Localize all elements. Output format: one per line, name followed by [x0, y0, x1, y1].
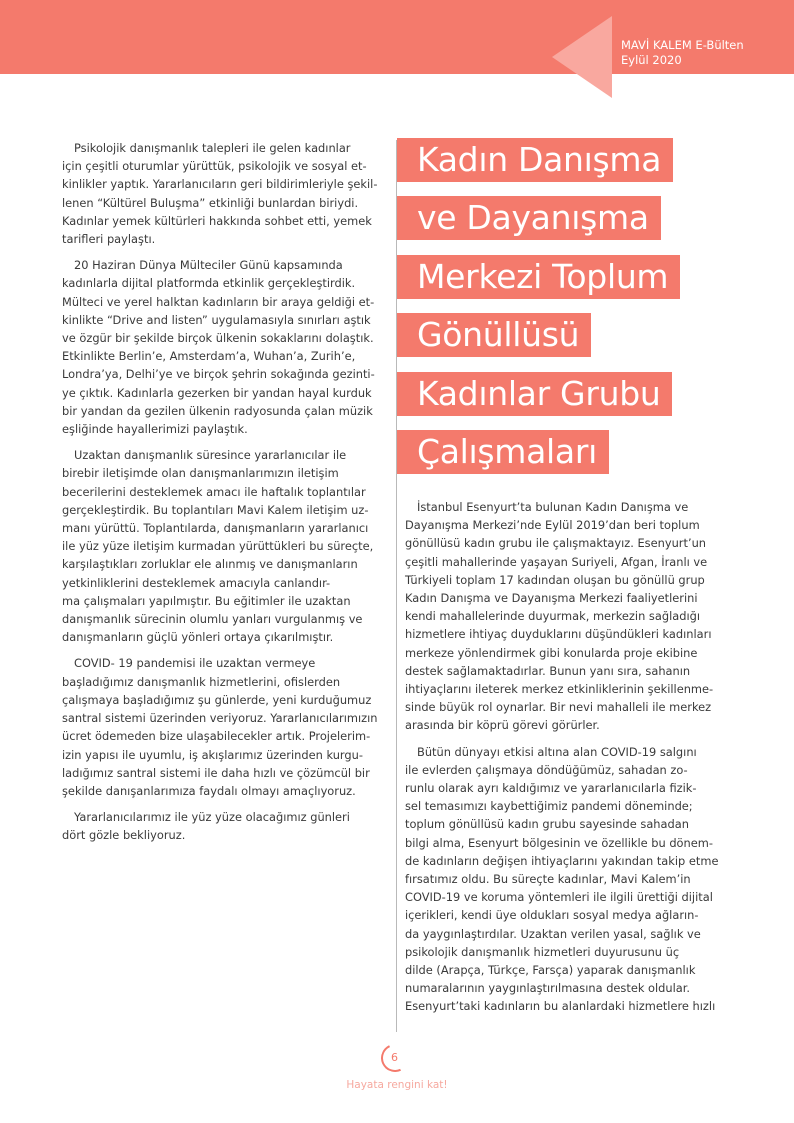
text-line: bir yandan da gezilen ülkenin radyosunda çalan müzik — [62, 403, 373, 418]
left-paragraph-4 — [62, 654, 390, 800]
title-line: ve Dayanışma — [397, 196, 661, 240]
text-line: hizmetlere ihtiyaç duyduklarını düşündükleri kadınları — [405, 627, 712, 642]
left-paragraph-2 — [62, 256, 390, 438]
text-line: izin yapısı ile uyumlu, iş akışlarımız üzerinden kurgu- — [62, 747, 363, 762]
newsletter-date: Eylül 2020 — [621, 53, 682, 67]
page-number-badge — [381, 1044, 413, 1072]
title-line: Çalışmaları — [397, 430, 609, 474]
text-line: COVID- 19 pandemisi ile uzaktan vermeye — [74, 656, 316, 671]
text-line: ihtiyaçlarını ileterek merkez etkinliklerinin şekillenme- — [405, 682, 714, 697]
title-line: Kadınlar Grubu — [397, 372, 672, 416]
left-column — [62, 139, 390, 853]
text-line: Kadın Danışma ve Dayanışma Merkezi faaliyetlerini — [405, 591, 698, 606]
page-number: 6 — [391, 1051, 398, 1064]
text-line: gönüllüsü kadın grubu ile çalışmaktayız. Esenyurt’un — [405, 536, 707, 551]
left-paragraph-5 — [62, 808, 390, 844]
right-column — [405, 498, 745, 1024]
text-line: danışmanların güçlü yönleri ortaya çıkarılmıştır. — [62, 630, 334, 645]
text-line: başladığımız danışmanlık hizmetlerini, ofislerden — [62, 674, 341, 689]
text-line: tarifleri paylaştı. — [62, 232, 156, 247]
text-line: arasında bir köprü görevi görürler. — [405, 718, 600, 733]
text-line: becerilerini desteklemek amacı ile haftalık toplantılar — [62, 484, 366, 499]
title-line: Merkezi Toplum — [397, 255, 680, 299]
text-line: için çeşitli oturumlar yürüttük, psikolojik ve sosyal et- — [62, 159, 367, 174]
text-line: merkeze yönlendirmek gibi konularda proje ekibine — [405, 645, 698, 660]
text-line: Mülteci ve yerel halktan kadınların bir araya geldiği et- — [62, 294, 375, 309]
text-line: ve özgür bir şekilde birçok ülkenin sokaklarını dolaştık. — [62, 331, 374, 346]
text-line: Esenyurt’taki kadınların bu alanlardaki hizmetlere hızlı — [405, 999, 716, 1014]
left-paragraph-1 — [62, 139, 390, 248]
text-line: sinde büyük rol oynarlar. Bir nevi mahalleli ile merkez — [405, 700, 712, 715]
text-line: da yaygınlaştırdılar. Uzaktan verilen yasal, sağlık ve — [405, 926, 701, 941]
text-line: ladığımız santral sistemi ile daha hızlı ve çözümcül bir — [62, 765, 370, 780]
text-line: kinlikte “Drive and listen” uygulamasıyla sınırları aştık — [62, 312, 371, 327]
text-line: Londra’ya, Delhi’ye ve birçok şehrin sokağında gezinti- — [62, 367, 375, 382]
right-paragraph-1 — [405, 498, 745, 735]
text-line: Türkiyeli toplam 17 kadından oluşan bu gönüllü grup — [405, 572, 705, 587]
text-line: Dayanışma Merkezi’nde Eylül 2019’dan beri toplum — [405, 518, 700, 533]
text-line: Psikolojik danışmanlık talepleri ile gelen kadınlar — [74, 141, 351, 155]
text-line: ile yüz yüze iletişim kurmadan yürüttükleri bu süreçte, — [62, 539, 374, 554]
text-line: dilde (Arapça, Türkçe, Farsça) yaparak danışmanlık — [405, 963, 696, 978]
text-line: İstanbul Esenyurt’ta bulunan Kadın Danışma ve — [417, 500, 689, 514]
title-line: Kadın Danışma — [397, 138, 673, 182]
title-line: Gönüllüsü — [397, 313, 591, 357]
text-line: Bütün dünyayı etkisi altına alan COVID-19 salgını — [417, 744, 697, 759]
text-line: 20 Haziran Dünya Mülteciler Günü kapsamında — [74, 258, 343, 273]
text-line: Kadınlar yemek kültürleri hakkında sohbet etti, yemek — [62, 213, 372, 228]
text-line: ile evlerden çalışmaya döndüğümüz, sahadan zo- — [405, 762, 688, 777]
left-paragraph-3 — [62, 446, 390, 646]
text-line: de kadınların değişen ihtiyaçlarını yakından takip etme — [405, 853, 719, 868]
footer-slogan: Hayata rengini kat! — [346, 1079, 448, 1091]
text-line: manı yürüttü. Toplantılarda, danışmanların yararlanıcı — [62, 521, 369, 536]
header-triangle-decoration — [552, 16, 612, 98]
text-line: yetkinliklerini desteklemek amacıyla canlandır- — [62, 575, 331, 590]
text-line: danışmanlık sürecinin olumlu yanları vurgulanmış ve — [62, 612, 363, 627]
text-line: gerçekleştirdik. Bu toplantıları Mavi Kalem iletişim uz- — [62, 502, 369, 517]
text-line: lenen “Kültürel Buluşma” etkinliği bunlardan biriydi. — [62, 195, 359, 210]
newsletter-header — [621, 38, 744, 68]
text-line: runlu olarak ayrı kaldığımız ve yararlanıcılarla fizik- — [405, 781, 697, 796]
text-line: santral sistemi üzerinden veriyoruz. Yararlanıcılarımızın — [62, 711, 378, 726]
text-line: eşliğinde hayallerimizi paylaştık. — [62, 422, 248, 437]
text-line: çalışmaya başladığımız şu günlerde, yeni kurduğumuz — [62, 692, 372, 707]
text-line: kendi mahallelerinde duyurmak, merkezin sağladığı — [405, 609, 700, 624]
text-line: içerikleri, kendi üye oldukları sosyal medya ağların- — [405, 908, 699, 923]
text-line: dört gözle bekliyoruz. — [62, 828, 186, 843]
text-line: Etkinlikte Berlin’e, Amsterdam’a, Wuhan’a, Zurih’e, — [62, 349, 356, 364]
right-paragraph-2 — [405, 743, 745, 1016]
text-line: numaralarının yaygınlaştırılmasına destek oldular. — [405, 981, 691, 996]
text-line: Uzaktan danışmanlık süresince yararlanıcılar ile — [74, 448, 347, 463]
text-line: sel temasımızı kaybettiğimiz pandemi döneminde; — [405, 799, 693, 814]
text-line: birebir iletişimde olan danışmanlarımızın iletişim — [62, 466, 339, 481]
text-line: kadınlarla dijital platformda etkinlik gerçekleştirdik. — [62, 276, 356, 291]
text-line: kinlikler yaptık. Yararlanıcıların geri bildirimleriyle şekil- — [62, 177, 378, 192]
text-line: Yararlanıcılarımız ile yüz yüze olacağımız günleri — [74, 810, 350, 825]
text-line: ye çıktık. Kadınlarla gezerken bir yandan hayal kurduk — [62, 385, 372, 400]
text-line: fırsatımız oldu. Bu süreçte kadınlar, Mavi Kalem’in — [405, 872, 691, 887]
text-line: karşılaştıkları zorluklar ele alınmış ve danışmanların — [62, 557, 358, 572]
newsletter-title: MAVİ KALEM E-Bülten — [621, 38, 744, 52]
text-line: toplum gönüllüsü kadın grubu sayesinde sahadan — [405, 817, 689, 832]
text-line: psikolojik danışmanlık hizmetleri duyurusunu üç — [405, 944, 680, 959]
text-line: şekilde danışanlarımıza faydalı olmayı amaçlıyoruz. — [62, 783, 356, 798]
text-line: çeşitli mahallerinde yaşayan Suriyeli, Afgan, İranlı ve — [405, 554, 708, 569]
text-line: COVID-19 ve koruma yöntemleri ile ilgili ürettiği dijital — [405, 890, 713, 905]
text-line: bilgi alma, Esenyurt bölgesinin ve özellikle bu dönem- — [405, 835, 713, 850]
text-line: ma çalışmaları yapılmıştır. Bu eğitimler ile uzaktan — [62, 593, 351, 608]
text-line: destek sağlamaktadırlar. Bunun yanı sıra, sahanın — [405, 663, 691, 678]
text-line: ücret ödemeden bize ulaşabilecekler artık. Projelerim- — [62, 729, 371, 744]
article-title — [397, 138, 727, 488]
